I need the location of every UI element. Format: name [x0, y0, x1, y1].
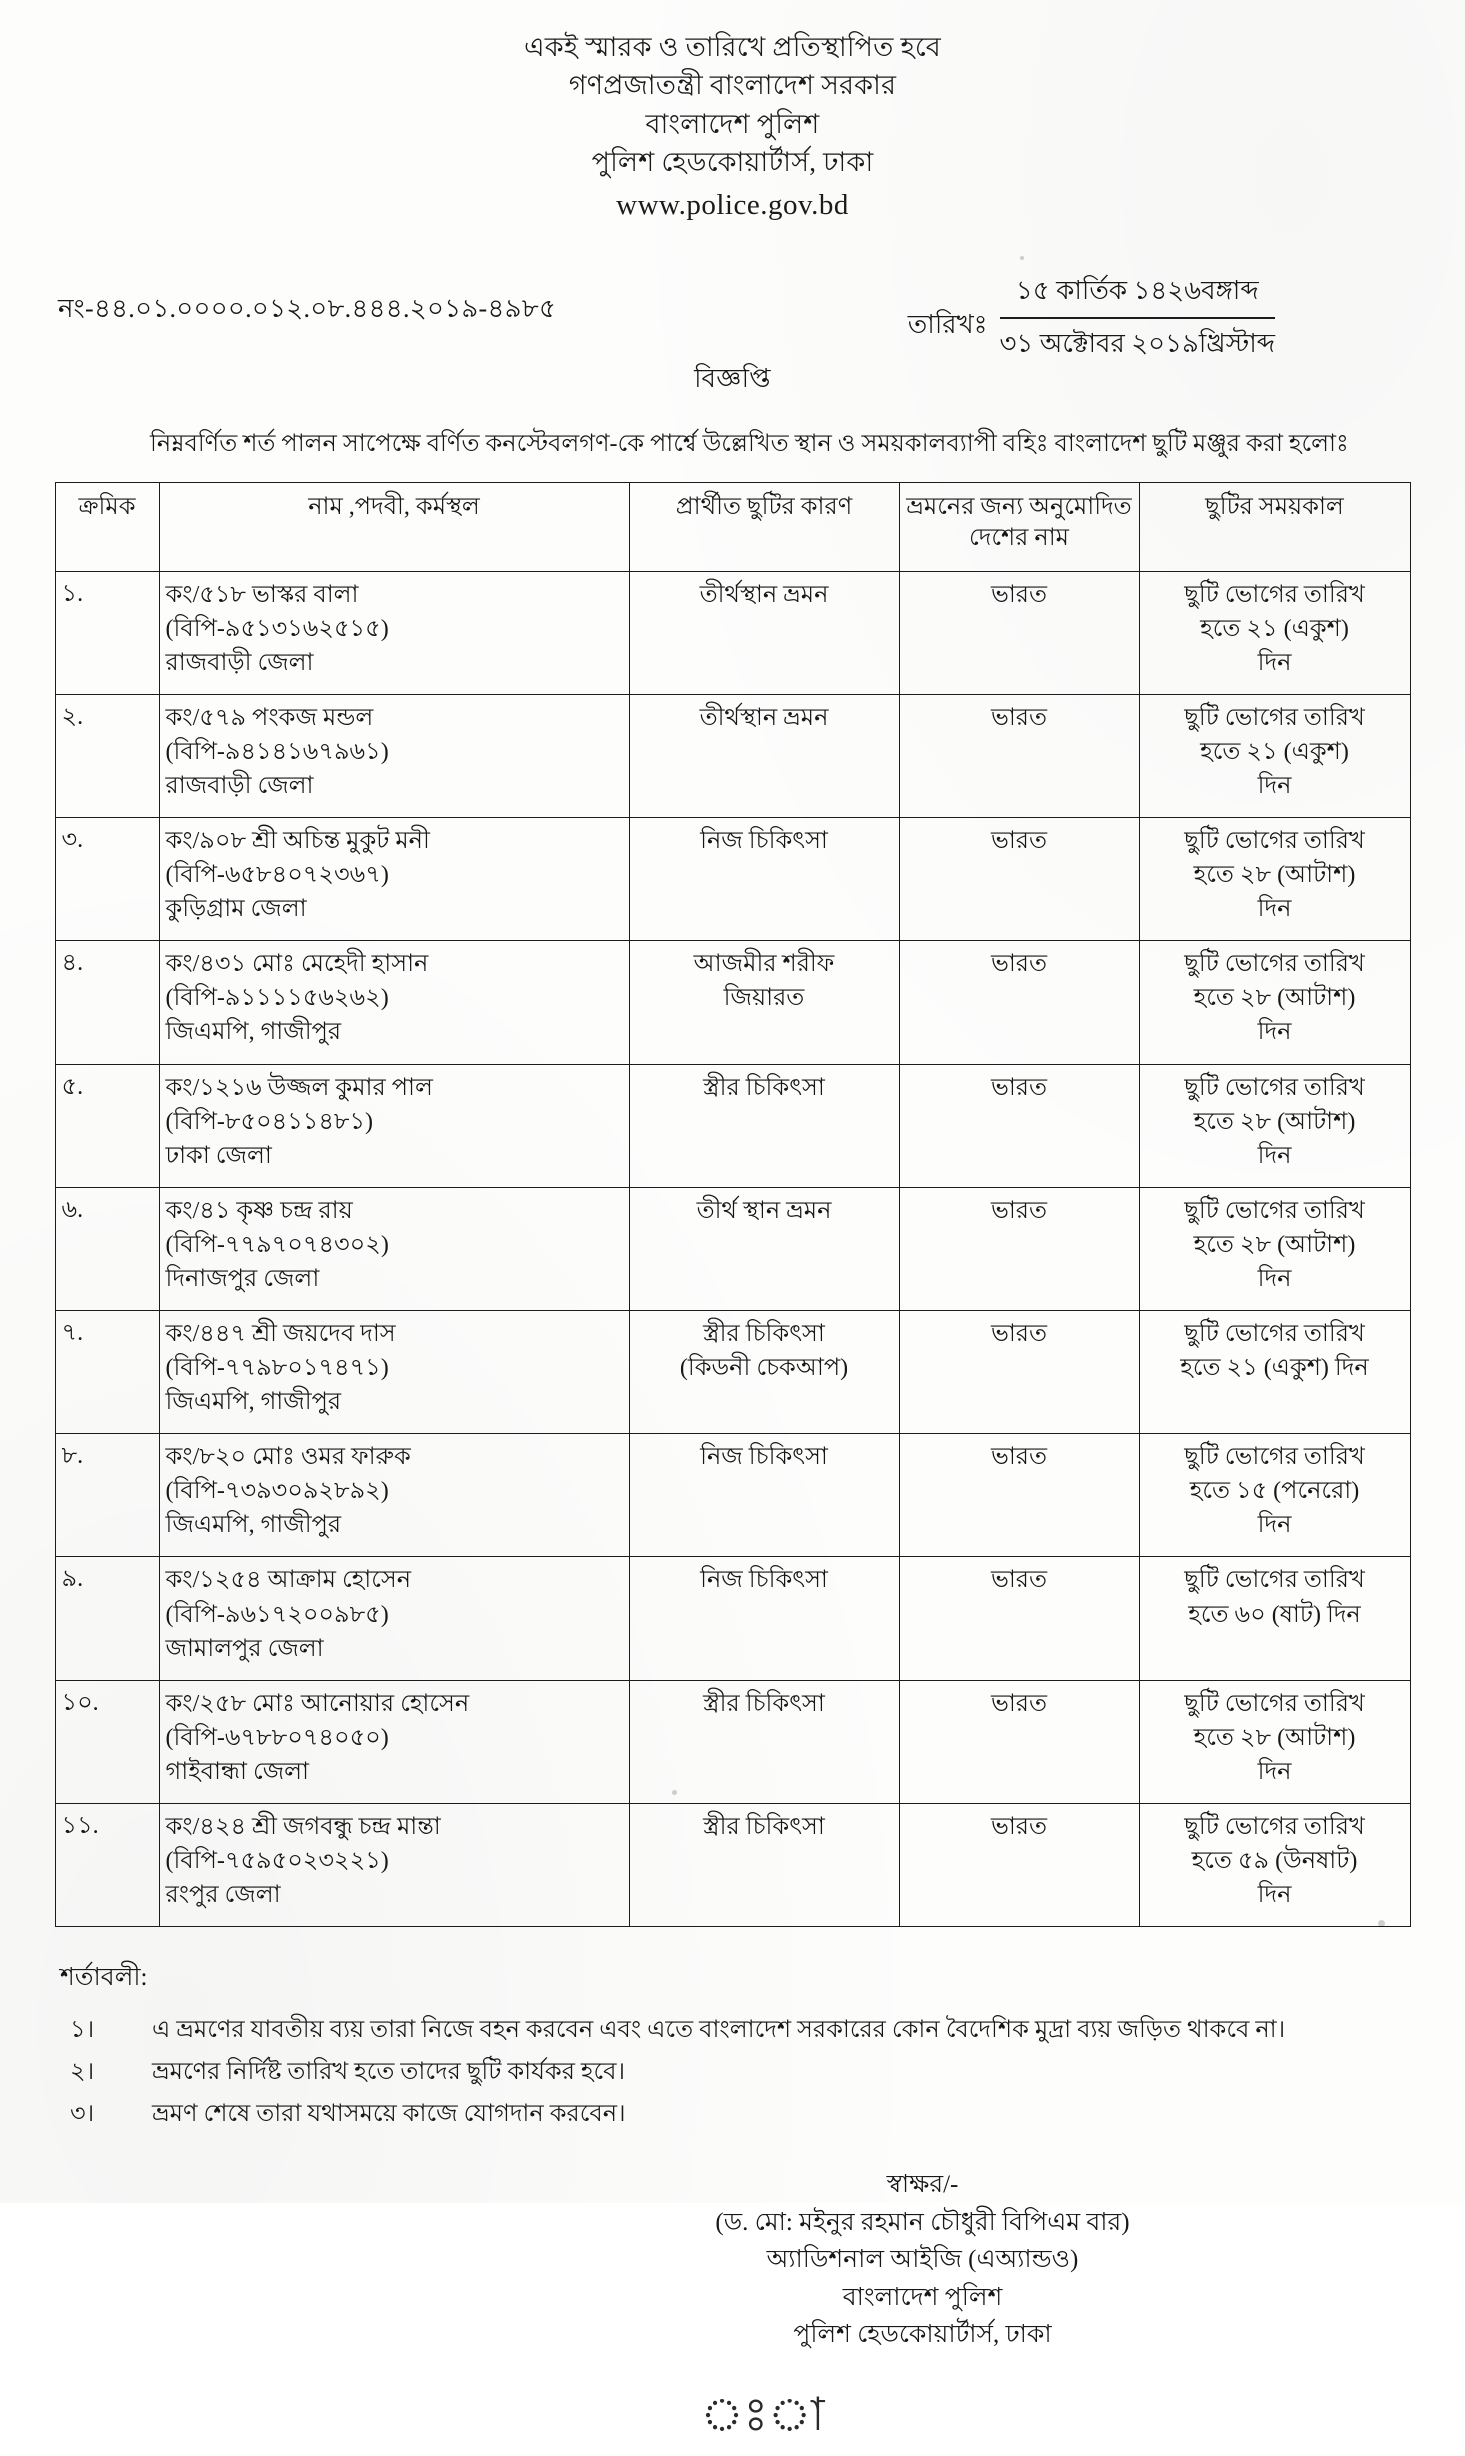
cell-name-rank-posting	[159, 1310, 629, 1433]
conditions-section	[0, 1957, 1465, 2132]
cell-name-line-1: কং/৪১ কৃষ্ণ চন্দ্র রায়	[165, 1197, 353, 1224]
table-row	[55, 1434, 1410, 1557]
cell-name-rank-posting	[159, 941, 629, 1064]
table-row	[55, 818, 1410, 941]
table-header-row	[55, 483, 1410, 571]
cell-name-line-3: রংপুর জেলা	[165, 1882, 281, 1909]
column-header-name: নাম ,পদবী, কর্মস্থল	[159, 483, 629, 571]
cell-period-line-1: ছুটি ভোগের তারিখ	[1184, 1813, 1365, 1840]
cell-leave-reason	[629, 571, 899, 694]
cell-leave-period	[1139, 1557, 1410, 1680]
cell-approved-country: ভারত	[899, 571, 1139, 694]
column-header-country-line-2: অনুমোদিত দেশের নাম	[968, 494, 1132, 552]
date-label: তারিখঃ	[907, 310, 988, 340]
cell-period-line-3: দিন	[1257, 772, 1292, 799]
table-row	[55, 941, 1410, 1064]
cell-leave-reason	[629, 1310, 899, 1433]
cell-period-line-2: হতে ২১ (একুশ) দিন	[1180, 1355, 1369, 1382]
letterhead-line-3: বাংলাদেশ পুলিশ	[645, 108, 820, 139]
cell-approved-country: ভারত	[899, 1557, 1139, 1680]
cell-name-rank-posting	[159, 1557, 629, 1680]
cell-reason-line-1: স্ত্রীর চিকিৎসা	[703, 1074, 825, 1101]
cell-name-line-3: কুড়িগ্রাম জেলা	[165, 896, 307, 923]
cell-leave-period	[1139, 941, 1410, 1064]
cell-period-line-2: হতে ২১ (একুশ)	[1200, 738, 1349, 765]
cell-leave-reason	[629, 1803, 899, 1926]
scan-speck	[1020, 256, 1024, 260]
cell-period-line-1: ছুটি ভোগের তারিখ	[1184, 1197, 1365, 1224]
conditions-list	[60, 2012, 1465, 2132]
cell-leave-period	[1139, 1187, 1410, 1310]
cell-leave-reason	[629, 1187, 899, 1310]
cell-approved-country: ভারত	[899, 694, 1139, 817]
column-header-period: ছুটির সময়কাল	[1139, 483, 1410, 571]
cell-name-line-1: কং/২৫৮ মোঃ আনোয়ার হোসেন	[165, 1690, 470, 1717]
cell-serial: ৫.	[55, 1064, 159, 1187]
cell-period-line-3: দিন	[1257, 896, 1292, 923]
cell-serial: ৯.	[55, 1557, 159, 1680]
cell-serial: ৬.	[55, 1187, 159, 1310]
memo-number: নং-৪৪.০১.০০০০.০১২.০৮.৪৪৪.২০১৯-৪৯৮৫	[58, 293, 557, 323]
cell-name-line-3: গাইবান্ধা জেলা	[165, 1758, 310, 1785]
cell-name-line-1: কং/৪২৪ শ্রী জগবন্ধু চন্দ্র মান্তা	[165, 1813, 441, 1840]
condition-number: ৩।	[70, 2101, 95, 2128]
date-fraction	[1000, 270, 1275, 367]
cell-reason-line-1: নিজ চিকিৎসা	[700, 1567, 828, 1594]
cell-name-line-1: কং/১২৫৪ আক্রাম হোসেন	[165, 1567, 412, 1594]
signatory-name: (ড. মো: মইনুর রহমান চৌধুরী বিপিএম বার)	[715, 2208, 1130, 2236]
cell-name-rank-posting	[159, 1187, 629, 1310]
cell-approved-country: ভারত	[899, 1803, 1139, 1926]
signature-block	[0, 2166, 1465, 2354]
cell-name-line-2: (বিপি-৭৫৯৫০২৩২২১)	[165, 1848, 389, 1874]
cell-leave-reason	[629, 941, 899, 1064]
cell-leave-period	[1139, 571, 1410, 694]
table-row	[55, 1557, 1410, 1680]
cell-name-rank-posting	[159, 694, 629, 817]
cell-reason-line-1: স্ত্রীর চিকিৎসা	[703, 1690, 825, 1717]
scan-speck	[1378, 1920, 1385, 1927]
cell-period-line-3: দিন	[1257, 1019, 1292, 1046]
cell-name-line-1: কং/৯০৮ শ্রী অচিন্ত মুকুট মনী	[165, 828, 430, 855]
cell-leave-period	[1139, 1310, 1410, 1433]
letterhead-line-1: একই স্মারক ও তারিখে প্রতিস্থাপিত হবে	[524, 32, 941, 62]
cell-serial: ১০.	[55, 1680, 159, 1803]
cell-name-line-2: (বিপি-৬৫৮৪০৭২৩৬৭)	[165, 862, 389, 889]
cell-serial: ২.	[55, 694, 159, 817]
cell-period-line-2: হতে ১৫ (পনেরো)	[1189, 1478, 1360, 1505]
date-gregorian: ৩১ অক্টোবর ২০১৯খ্রিস্টাব্দ	[999, 328, 1275, 358]
condition-number: ১।	[70, 2017, 95, 2044]
notice-title: বিজ্ঞপ্তি	[694, 363, 771, 393]
cell-name-rank-posting	[159, 818, 629, 941]
column-header-serial: ক্রমিক	[55, 483, 159, 571]
cell-name-line-1: কং/৫৭৯ পংকজ মন্ডল	[165, 704, 374, 731]
cell-period-line-1: ছুটি ভোগের তারিখ	[1184, 1690, 1365, 1717]
cell-name-line-2: (বিপি-৭৭৯৭০৭৪৩০২)	[165, 1231, 389, 1258]
cell-period-line-2: হতে ২৮ (আটাশ)	[1193, 1724, 1356, 1751]
cell-period-line-2: হতে ২৮ (আটাশ)	[1193, 985, 1356, 1012]
cell-name-line-2: (বিপি-৭৩৯৩০৯২৮৯২)	[165, 1478, 389, 1505]
cell-name-rank-posting	[159, 1064, 629, 1187]
cell-name-line-2: (বিপি-৬৭৮৮০৭৪০৫০)	[165, 1724, 389, 1751]
cell-name-line-1: কং/৫১৮ ভাস্কর বালা	[165, 581, 359, 608]
cell-period-line-1: ছুটি ভোগের তারিখ	[1184, 1074, 1365, 1101]
cell-reason-line-1: স্ত্রীর চিকিৎসা	[703, 1320, 825, 1347]
cell-period-line-2: হতে ৫৯ (উনষাট)	[1191, 1848, 1358, 1874]
cell-name-line-3: রাজবাড়ী জেলা	[165, 772, 314, 799]
leave-approval-table	[55, 482, 1411, 1927]
cell-reason-line-1: তীর্থস্থান ভ্রমন	[699, 581, 829, 608]
condition-text: এ ভ্রমণের যাবতীয় ব্যয় তারা নিজে বহন করবেন এবং এতে বাংলাদেশ সরকারের কোন বৈদেশিক মুদ্রা ব্যয় জড়িত থাকবে না।	[152, 2017, 1286, 2044]
table-header	[55, 483, 1410, 571]
date-block	[908, 270, 1275, 367]
signatory-organization: বাংলাদেশ পুলিশ	[842, 2283, 1003, 2311]
cell-leave-period	[1139, 1064, 1410, 1187]
cell-leave-period	[1139, 1680, 1410, 1803]
cell-leave-period	[1139, 818, 1410, 941]
cell-period-line-1: ছুটি ভোগের তারিখ	[1184, 828, 1365, 855]
cell-period-line-3: দিন	[1257, 1758, 1292, 1785]
table-row	[55, 694, 1410, 817]
condition-item	[60, 2012, 1465, 2048]
cell-approved-country: ভারত	[899, 1187, 1139, 1310]
cell-period-line-1: ছুটি ভোগের তারিখ	[1184, 951, 1365, 978]
scan-speck	[672, 1790, 677, 1795]
letterhead-line-2: গণপ্রজাতন্ত্রী বাংলাদেশ সরকার	[568, 70, 897, 101]
cell-leave-period	[1139, 1803, 1410, 1926]
condition-item	[60, 2096, 1465, 2132]
cell-name-line-3: ঢাকা জেলা	[165, 1142, 272, 1169]
signatory-office: পুলিশ হেডকোয়ার্টার্স, ঢাকা	[793, 2321, 1052, 2349]
cell-leave-period	[1139, 1434, 1410, 1557]
table-row	[55, 1803, 1410, 1926]
cell-period-line-1: ছুটি ভোগের তারিখ	[1184, 1567, 1365, 1594]
cell-reason-line-1: তীর্থস্থান ভ্রমন	[699, 704, 829, 731]
cell-reason-line-2: (কিডনী চেকআপ)	[679, 1355, 849, 1382]
cell-period-line-2: হতে ২৮ (আটাশ)	[1193, 862, 1356, 889]
cell-reason-line-1: স্ত্রীর চিকিৎসা	[703, 1813, 825, 1840]
cell-period-line-3: দিন	[1257, 649, 1292, 676]
cell-name-line-3: জিএমপি, গাজীপুর	[165, 1512, 342, 1539]
table-row	[55, 1064, 1410, 1187]
cell-period-line-1: ছুটি ভোগের তারিখ	[1184, 1320, 1365, 1347]
cell-reason-line-1: আজমীর শরীফ	[693, 951, 835, 978]
cell-name-line-3: জিএমপি, গাজীপুর	[165, 1019, 342, 1046]
cell-period-line-3: দিন	[1257, 1142, 1292, 1169]
cell-approved-country: ভারত	[899, 818, 1139, 941]
table-row	[55, 1187, 1410, 1310]
cell-reason-line-1: নিজ চিকিৎসা	[700, 1444, 828, 1471]
cell-leave-reason	[629, 818, 899, 941]
cell-name-line-1: কং/৮২০ মোঃ ওমর ফারুক	[165, 1444, 411, 1471]
cell-serial: ৮.	[55, 1434, 159, 1557]
cell-name-line-1: কং/৪৪৭ শ্রী জয়দেব দাস	[165, 1320, 396, 1347]
memo-and-date-row	[0, 270, 1465, 358]
cell-approved-country: ভারত	[899, 1680, 1139, 1803]
letterhead	[0, 0, 1465, 228]
cell-name-rank-posting	[159, 1803, 629, 1926]
cell-name-line-3: দিনাজপুর জেলা	[165, 1265, 320, 1292]
column-header-country-line-1: ভ্রমনের জন্য	[906, 494, 1024, 521]
conditions-title: শর্তাবলী:	[60, 1964, 148, 1992]
date-bangla: ১৫ কার্তিক ১৪২৬বঙ্গাব্দ	[1000, 270, 1275, 319]
cell-period-line-3: দিন	[1257, 1512, 1292, 1539]
cell-name-line-2: (বিপি-৯৪১৪১৬৭৯৬১)	[165, 738, 389, 765]
signatory-designation: অ্যাডিশনাল আইজি (এঅ্যান্ডও)	[766, 2246, 1079, 2274]
cell-name-rank-posting	[159, 571, 629, 694]
cell-reason-line-1: নিজ চিকিৎসা	[700, 828, 828, 855]
cell-name-line-2: (বিপি-৯৬১৭২০০৯৮৫)	[165, 1601, 389, 1628]
cell-name-line-2: (বিপি-৯৫১৩১৬২৫১৫)	[165, 615, 389, 642]
cell-leave-reason	[629, 1434, 899, 1557]
letterhead-line-4: পুলিশ হেডকোয়ার্টার্স, ঢাকা	[591, 146, 874, 177]
cell-name-line-2: (বিপি-৭৭৯৮০১৭৪৭১)	[165, 1355, 389, 1382]
cell-reason-line-1: তীর্থ স্থান ভ্রমন	[696, 1197, 832, 1224]
cell-name-line-1: কং/৪৩১ মোঃ মেহেদী হাসান	[165, 951, 429, 978]
cell-leave-reason	[629, 1680, 899, 1803]
cell-name-line-3: জিএমপি, গাজীপুর	[165, 1389, 342, 1416]
cell-serial: ৩.	[55, 818, 159, 941]
cell-period-line-3: দিন	[1257, 1265, 1292, 1292]
cell-period-line-1: ছুটি ভোগের তারিখ	[1184, 704, 1365, 731]
cell-period-line-1: ছুটি ভোগের তারিখ	[1184, 1444, 1365, 1471]
handwritten-signature-mark: ঃা	[700, 2388, 825, 2440]
table-row	[55, 1310, 1410, 1433]
cell-serial: ১.	[55, 571, 159, 694]
cell-serial: ১১.	[55, 1803, 159, 1926]
cell-name-rank-posting	[159, 1434, 629, 1557]
cell-period-line-3: দিন	[1257, 1882, 1292, 1909]
table-row	[55, 1680, 1410, 1803]
cell-name-line-3: জামালপুর জেলা	[165, 1635, 324, 1662]
column-header-reason: প্রার্থীত ছুটির কারণ	[629, 483, 899, 571]
cell-period-line-2: হতে ২১ (একুশ)	[1200, 615, 1349, 642]
cell-approved-country: ভারত	[899, 941, 1139, 1064]
cell-period-line-2: হতে ২৮ (আটাশ)	[1193, 1231, 1356, 1258]
signature-mark-label: স্বাক্ষর/-	[886, 2171, 959, 2199]
cell-name-line-1: কং/১২১৬ উজ্জল কুমার পাল	[165, 1074, 433, 1101]
condition-number: ২।	[70, 2059, 95, 2086]
letterhead-website: www.police.gov.bd	[616, 189, 849, 222]
cell-name-line-2: (বিপি-৯১১১১৫৬২৬২)	[165, 985, 389, 1012]
cell-name-rank-posting	[159, 1680, 629, 1803]
cell-approved-country: ভারত	[899, 1434, 1139, 1557]
condition-item	[60, 2054, 1465, 2090]
table-body	[55, 571, 1410, 1927]
cell-period-line-2: হতে ৬০ (ষাট) দিন	[1188, 1601, 1361, 1628]
notice-intro-paragraph: নিম্নবর্ণিত শর্ত পালন সাপেক্ষে বর্ণিত কনস্টেবলগণ-কে পার্শ্বে উল্লেখিত স্থান ও সময়কালব্যাপী বহিঃ বাংলাদেশ ছুটি মঞ্জুর করা হলোঃ	[150, 430, 1349, 457]
cell-reason-line-2: জিয়ারত	[723, 985, 805, 1012]
cell-serial: ৭.	[55, 1310, 159, 1433]
cell-period-line-2: হতে ২৮ (আটাশ)	[1193, 1108, 1356, 1135]
cell-leave-period	[1139, 694, 1410, 817]
cell-name-line-2: (বিপি-৮৫০৪১১৪৮১)	[165, 1108, 374, 1135]
cell-leave-reason	[629, 1064, 899, 1187]
cell-serial: ৪.	[55, 941, 159, 1064]
cell-leave-reason	[629, 1557, 899, 1680]
condition-text: ভ্রমণের নির্দিষ্ট তারিখ হতে তাদের ছুটি কার্যকর হবে।	[152, 2059, 626, 2086]
cell-name-line-3: রাজবাড়ী জেলা	[165, 649, 314, 676]
cell-period-line-1: ছুটি ভোগের তারিখ	[1184, 581, 1365, 608]
column-header-country	[899, 483, 1139, 571]
condition-text: ভ্রমণ শেষে তারা যথাসময়ে কাজে যোগদান করবেন।	[152, 2101, 626, 2128]
cell-approved-country: ভারত	[899, 1310, 1139, 1433]
table-row	[55, 571, 1410, 694]
cell-approved-country: ভারত	[899, 1064, 1139, 1187]
cell-leave-reason	[629, 694, 899, 817]
